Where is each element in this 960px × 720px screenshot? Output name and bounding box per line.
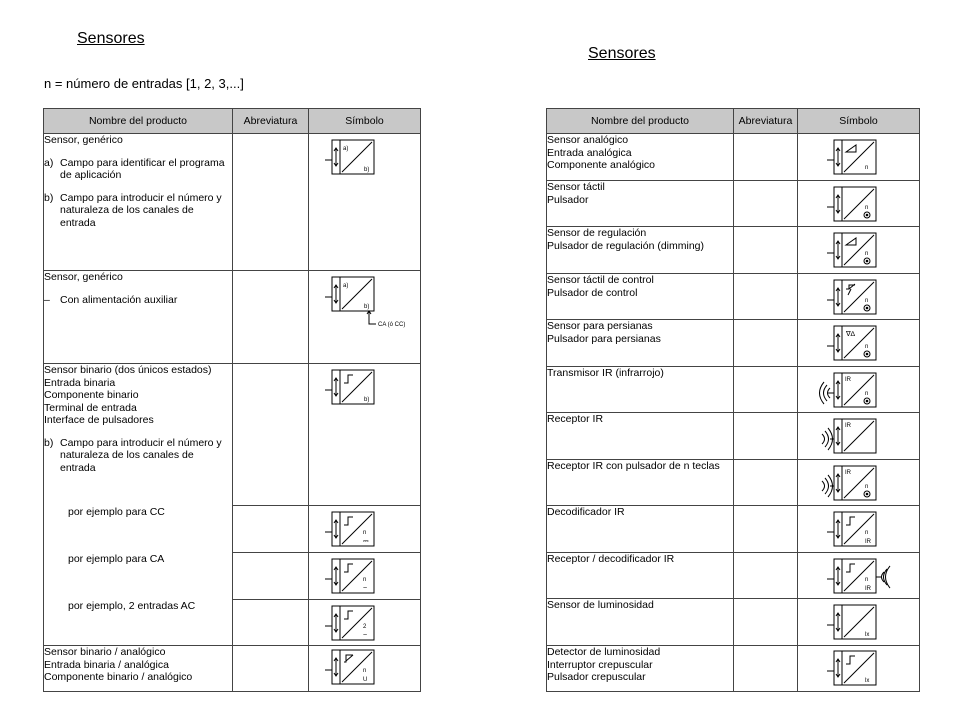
abbreviation-cell (734, 413, 798, 460)
symbol-label-n: n (363, 668, 367, 674)
abbreviation-cell (734, 134, 798, 181)
column-header-symbol: Símbolo (309, 109, 421, 134)
product-name: Decodificador IR (547, 506, 625, 518)
note-text: Campo para introducir el número y naturaleza de los canales de entrada (60, 436, 222, 474)
abbreviation-cell (233, 646, 309, 692)
table-row (44, 600, 421, 646)
product-name-cell (44, 364, 233, 506)
symbol-cell (798, 274, 920, 320)
column-header-symbol: Símbolo (798, 109, 920, 134)
symbol-label-tl: IR (845, 377, 851, 383)
right-symbol-table (546, 108, 920, 692)
light-detector-symbol-icon (798, 646, 920, 692)
product-name: Sensor de regulación (547, 227, 647, 239)
product-name-cell (547, 367, 734, 413)
abbreviation-cell (734, 506, 798, 553)
product-name: Terminal de entrada (44, 401, 137, 414)
product-name: Pulsador de regulación (dimming) (547, 239, 704, 252)
abbreviation-cell (233, 134, 309, 271)
ir-receiver-decoder-symbol-icon (798, 553, 920, 599)
abbreviation-cell (734, 460, 798, 506)
product-name-cell (44, 271, 233, 364)
symbol-cell (798, 181, 920, 227)
symbol-cell (798, 320, 920, 367)
product-name-cell (44, 646, 233, 692)
binary-sensor-ac-symbol-icon (309, 553, 421, 600)
table-row (547, 367, 920, 413)
product-name-cell (547, 413, 734, 460)
field-note (44, 437, 232, 475)
symbol-cell (309, 271, 421, 364)
field-note (44, 157, 232, 182)
ir-decoder-symbol-icon (798, 506, 920, 553)
product-name: por ejemplo para CA (68, 552, 165, 565)
product-name-cell (547, 181, 734, 227)
product-name-cell (44, 134, 233, 271)
table-row (547, 646, 920, 692)
binary-sensor-dc-symbol-icon (309, 506, 421, 553)
symbol-label-br: b) (364, 304, 370, 310)
symbol-label-unit: lx (865, 678, 870, 684)
symbol-label-n: n (865, 391, 869, 397)
product-name-cell (44, 506, 233, 553)
symbol-label-tl: a) (343, 146, 349, 152)
product-name-cell (547, 460, 734, 506)
symbol-cell (798, 506, 920, 553)
symbol-label-unit: ~ (363, 585, 368, 592)
note-mark: a) (44, 156, 54, 169)
product-name: Pulsador crepuscular (547, 671, 646, 683)
product-name: Transmisor IR (infrarrojo) (547, 367, 664, 379)
symbol-label-br: b) (364, 167, 370, 173)
table-row (44, 553, 421, 600)
binary-analog-sensor-symbol-icon (309, 646, 421, 692)
symbol-cell (798, 553, 920, 599)
analog-sensor-symbol-icon (798, 134, 920, 181)
product-name: Entrada binaria (44, 376, 116, 389)
table-row (44, 364, 421, 506)
product-name: Componente binario / analógico (44, 671, 193, 683)
binary-sensor-symbol-icon (309, 364, 421, 506)
product-name: Entrada binaria / analógica (44, 658, 169, 671)
blinds-sensor-symbol-icon (798, 320, 920, 367)
table-row (547, 460, 920, 506)
note-text: Campo para introducir el número y naturaleza de los canales de entrada (60, 191, 222, 229)
note-mark: – (44, 293, 50, 306)
symbol-cell (309, 506, 421, 553)
product-name: Pulsador para persianas (547, 332, 661, 345)
binary-sensor-2ac-symbol-icon (309, 600, 421, 646)
abbreviation-cell (734, 553, 798, 599)
symbol-label-n: n (865, 298, 869, 304)
symbol-cell (798, 413, 920, 460)
abbreviation-cell (734, 181, 798, 227)
note-text: Con alimentación auxiliar (60, 293, 178, 306)
symbol-label-n: n (865, 577, 869, 583)
touch-sensor-symbol-icon (798, 181, 920, 227)
table-row (547, 134, 920, 181)
product-name-cell (547, 506, 734, 553)
field-note (44, 192, 232, 230)
ir-receiver-symbol-icon (798, 413, 920, 460)
product-name: Entrada analógica (547, 146, 632, 159)
product-name: Sensor binario (dos únicos estados) (44, 364, 212, 376)
symbol-label-n: n (865, 484, 869, 490)
product-name: Interruptor crepuscular (547, 658, 653, 671)
symbol-cell (798, 460, 920, 506)
table-header-row (44, 109, 421, 134)
abbreviation-cell (233, 271, 309, 364)
field-note (44, 294, 232, 307)
product-name: Componente analógico (547, 159, 655, 171)
symbol-cell (798, 599, 920, 646)
table-row (44, 134, 421, 271)
table-row (547, 320, 920, 367)
column-header-abbreviation: Abreviatura (233, 109, 309, 134)
control-sensor-symbol-icon (798, 274, 920, 320)
abbreviation-cell (734, 646, 798, 692)
light-sensor-symbol-icon (798, 599, 920, 646)
product-name: Sensor táctil de control (547, 274, 654, 286)
ir-transmitter-symbol-icon (798, 367, 920, 413)
abbreviation-cell (233, 600, 309, 646)
symbol-label-unit: U (363, 677, 368, 683)
product-name-cell (44, 600, 233, 646)
product-name: Sensor analógico (547, 134, 629, 146)
product-name: Pulsador de control (547, 286, 638, 299)
right-page-heading: Sensores (588, 45, 656, 62)
abbreviation-cell (734, 320, 798, 367)
symbol-cell (798, 134, 920, 181)
column-header-product: Nombre del producto (44, 109, 233, 134)
product-name: Sensor, genérico (44, 134, 123, 146)
product-name: Interface de pulsadores (44, 414, 154, 426)
supply-note: CA (ó CC) (378, 322, 406, 328)
product-name: Sensor táctil (547, 181, 605, 193)
symbol-label-tl: IR (845, 423, 851, 429)
symbol-label-n: n (865, 530, 869, 536)
table-row (44, 506, 421, 553)
symbol-cell (309, 600, 421, 646)
abbreviation-cell (734, 367, 798, 413)
product-name: Pulsador (547, 193, 589, 206)
table-row (547, 413, 920, 460)
left-symbol-table (43, 108, 421, 692)
abbreviation-cell (233, 553, 309, 600)
note-mark: b) (44, 436, 54, 449)
symbol-label-unit: ~ (363, 632, 368, 639)
input-count-formula: n = número de entradas [1, 2, 3,...] (44, 76, 244, 91)
symbol-label-unit: ⎓ (363, 538, 369, 545)
symbol-label-br: b) (364, 397, 370, 403)
product-name: por ejemplo, 2 entradas AC (68, 599, 196, 612)
note-mark: b) (44, 191, 54, 204)
table-row (547, 181, 920, 227)
product-name: por ejemplo para CC (68, 505, 165, 518)
abbreviation-cell (233, 364, 309, 506)
product-name: Sensor, genérico (44, 271, 123, 283)
symbol-label-n: n (865, 205, 869, 211)
left-page-heading: Sensores (77, 30, 145, 47)
symbol-label-n: n (865, 344, 869, 350)
symbol-cell (309, 134, 421, 271)
table-row (44, 646, 421, 692)
table-row (44, 271, 421, 364)
abbreviation-cell (734, 274, 798, 320)
symbol-label-n: n (363, 577, 367, 583)
abbreviation-cell (233, 506, 309, 553)
symbol-label-tl: a) (343, 283, 349, 289)
product-name-cell (547, 134, 734, 181)
product-name: Sensor binario / analógico (44, 646, 166, 658)
symbol-cell (798, 367, 920, 413)
product-name: Detector de luminosidad (547, 646, 661, 658)
symbol-label-tl: ∇∆ (846, 331, 855, 338)
product-name-cell (547, 553, 734, 599)
symbol-label-tl: IR (845, 470, 851, 476)
product-name: Receptor IR con pulsador de n teclas (547, 460, 720, 472)
product-name: Sensor para persianas (547, 320, 653, 332)
column-header-abbreviation: Abreviatura (734, 109, 798, 134)
symbol-label-n: 2 (363, 624, 367, 630)
product-name: Receptor / decodificador IR (547, 553, 675, 565)
product-name-cell (547, 274, 734, 320)
table-row (547, 599, 920, 646)
symbol-label-n: n (865, 165, 869, 171)
symbol-label-unit: lx (865, 632, 870, 638)
table-row (547, 274, 920, 320)
abbreviation-cell (734, 227, 798, 274)
dimming-sensor-symbol-icon (798, 227, 920, 274)
symbol-label-unit: IR (865, 539, 871, 545)
symbol-cell (309, 646, 421, 692)
symbol-cell (309, 553, 421, 600)
powered-sensor-symbol-icon (309, 271, 421, 364)
note-text: Campo para identificar el programa de aplicación (60, 156, 225, 181)
table-row (547, 553, 920, 599)
product-name-cell (44, 553, 233, 600)
product-name-cell (547, 320, 734, 367)
product-name-cell (547, 599, 734, 646)
symbol-label-n: n (865, 251, 869, 257)
product-name-cell (547, 227, 734, 274)
product-name: Sensor de luminosidad (547, 599, 654, 611)
product-name: Componente binario (44, 389, 139, 401)
ir-receiver-keys-symbol-icon (798, 460, 920, 506)
product-name: Receptor IR (547, 413, 604, 425)
symbol-cell (798, 646, 920, 692)
product-name-cell (547, 646, 734, 692)
abbreviation-cell (734, 599, 798, 646)
symbol-cell (798, 227, 920, 274)
column-header-product: Nombre del producto (547, 109, 734, 134)
symbol-label-unit: IR (865, 586, 871, 592)
table-row (547, 506, 920, 553)
table-row (547, 227, 920, 274)
symbol-label-n: n (363, 530, 367, 536)
generic-sensor-symbol-icon (309, 134, 421, 271)
symbol-cell (309, 364, 421, 506)
table-header-row (547, 109, 920, 134)
